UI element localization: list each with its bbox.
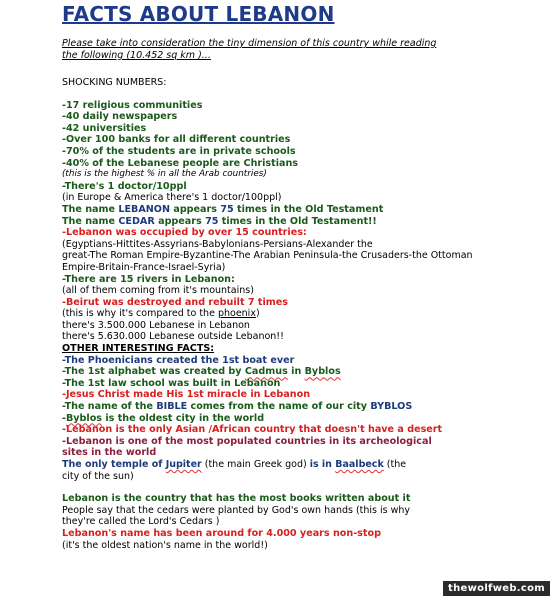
fact-doctors: -There's 1 doctor/10ppl [62, 180, 187, 192]
fact-bible: -The name of the BIBLE comes from the name of our city BYBLOS [62, 401, 413, 413]
occupiers-line-3: Empire-Britain-France-Israel-Syria) [62, 261, 226, 273]
fact-law-school: -The 1st law school was built in Lebanon [62, 377, 281, 389]
fact-religious: -17 religious communities [62, 99, 203, 111]
fact-occupied: -Lebanon was occupied by over 15 countries: [62, 227, 307, 239]
fact-cedars-planted-cont: they're called the Lord's Cedars ) [62, 516, 220, 528]
fact-newspapers: -40 daily newspapers [62, 111, 178, 123]
fact-archeological: -Lebanon is one of the most populated countries in its archeological [62, 435, 432, 447]
spacer [62, 89, 542, 100]
fact-christians: -40% of the Lebanese people are Christians [62, 157, 299, 169]
fact-cedars-planted: People say that the cedars were planted by God's own hands (this is why [62, 504, 411, 516]
fact-boat: -The Phoenicians created the 1st boat ever [62, 354, 295, 366]
fact-jupiter-cont: city of the sun) [62, 470, 134, 482]
fact-private-schools: -70% of the students are in private schools [62, 145, 296, 157]
fact-population-outside: there's 5.630.000 Lebanese outside Lebanon!! [62, 331, 284, 343]
fact-lebanon-name: The name LEBANON appears 75 times in the Old Testament [62, 203, 384, 215]
fact-name-4000-years: Lebanon's name has been around for 4.000 years non-stop [62, 527, 381, 539]
note-highest: (this is the highest % in all the Arab countries) [62, 169, 267, 180]
intro-note: Please take into consideration the tiny dimension of this country while reading the following (10.452 sq km )... [62, 38, 437, 61]
fact-population-inside: there's 3.500.000 Lebanese in Lebanon [62, 319, 250, 331]
fact-cedar-name: The name CEDAR appears 75 times in the Old Testament!! [62, 215, 377, 227]
fact-universities: -42 universities [62, 122, 147, 134]
spacer [62, 482, 542, 493]
shocking-numbers-heading: SHOCKING NUMBERS: [62, 77, 167, 88]
note-phoenix: (this is why it's compared to the phoenix) [62, 308, 260, 320]
watermark: thewolfweb.com [443, 581, 550, 596]
fact-byblos-oldest: -Byblos is the oldest city in the world [62, 412, 265, 424]
fact-alphabet: -The 1st alphabet was created by Cadmus in Byblos [62, 366, 341, 378]
page-title: FACTS ABOUT LEBANON [62, 2, 335, 26]
fact-archeological-cont: sites in the world [62, 447, 157, 459]
fact-beirut: -Beirut was destroyed and rebuilt 7 times [62, 296, 288, 308]
note-doctors: (in Europe & America there's 1 doctor/100ppl) [62, 192, 282, 204]
occupiers-line-2: great-The Roman Empire-Byzantine-The Arabian Peninsula-the Crusaders-the Ottoman [62, 250, 473, 262]
fact-no-desert: -Lebanon is the only Asian /African country that doesn't have a desert [62, 424, 443, 436]
facts-body [62, 77, 542, 551]
note-oldest-name: (it's the oldest nation's name in the world!) [62, 539, 268, 551]
note-rivers: (all of them coming from it's mountains) [62, 285, 254, 297]
fact-miracle: -Jesus Christ made His 1st miracle in Lebanon [62, 389, 311, 401]
other-facts-heading: OTHER INTERESTING FACTS: [62, 343, 215, 355]
fact-banks: -Over 100 banks for all different countries [62, 134, 291, 146]
occupiers-line-1: (Egyptians-Hittites-Assyrians-Babylonians-Persians-Alexander the [62, 238, 373, 250]
fact-jupiter: The only temple of Jupiter (the main Greek god) is in Baalbeck (the [62, 459, 407, 470]
fact-rivers: -There are 15 rivers in Lebanon: [62, 273, 235, 285]
fact-most-books: Lebanon is the country that has the most books written about it [62, 493, 411, 505]
